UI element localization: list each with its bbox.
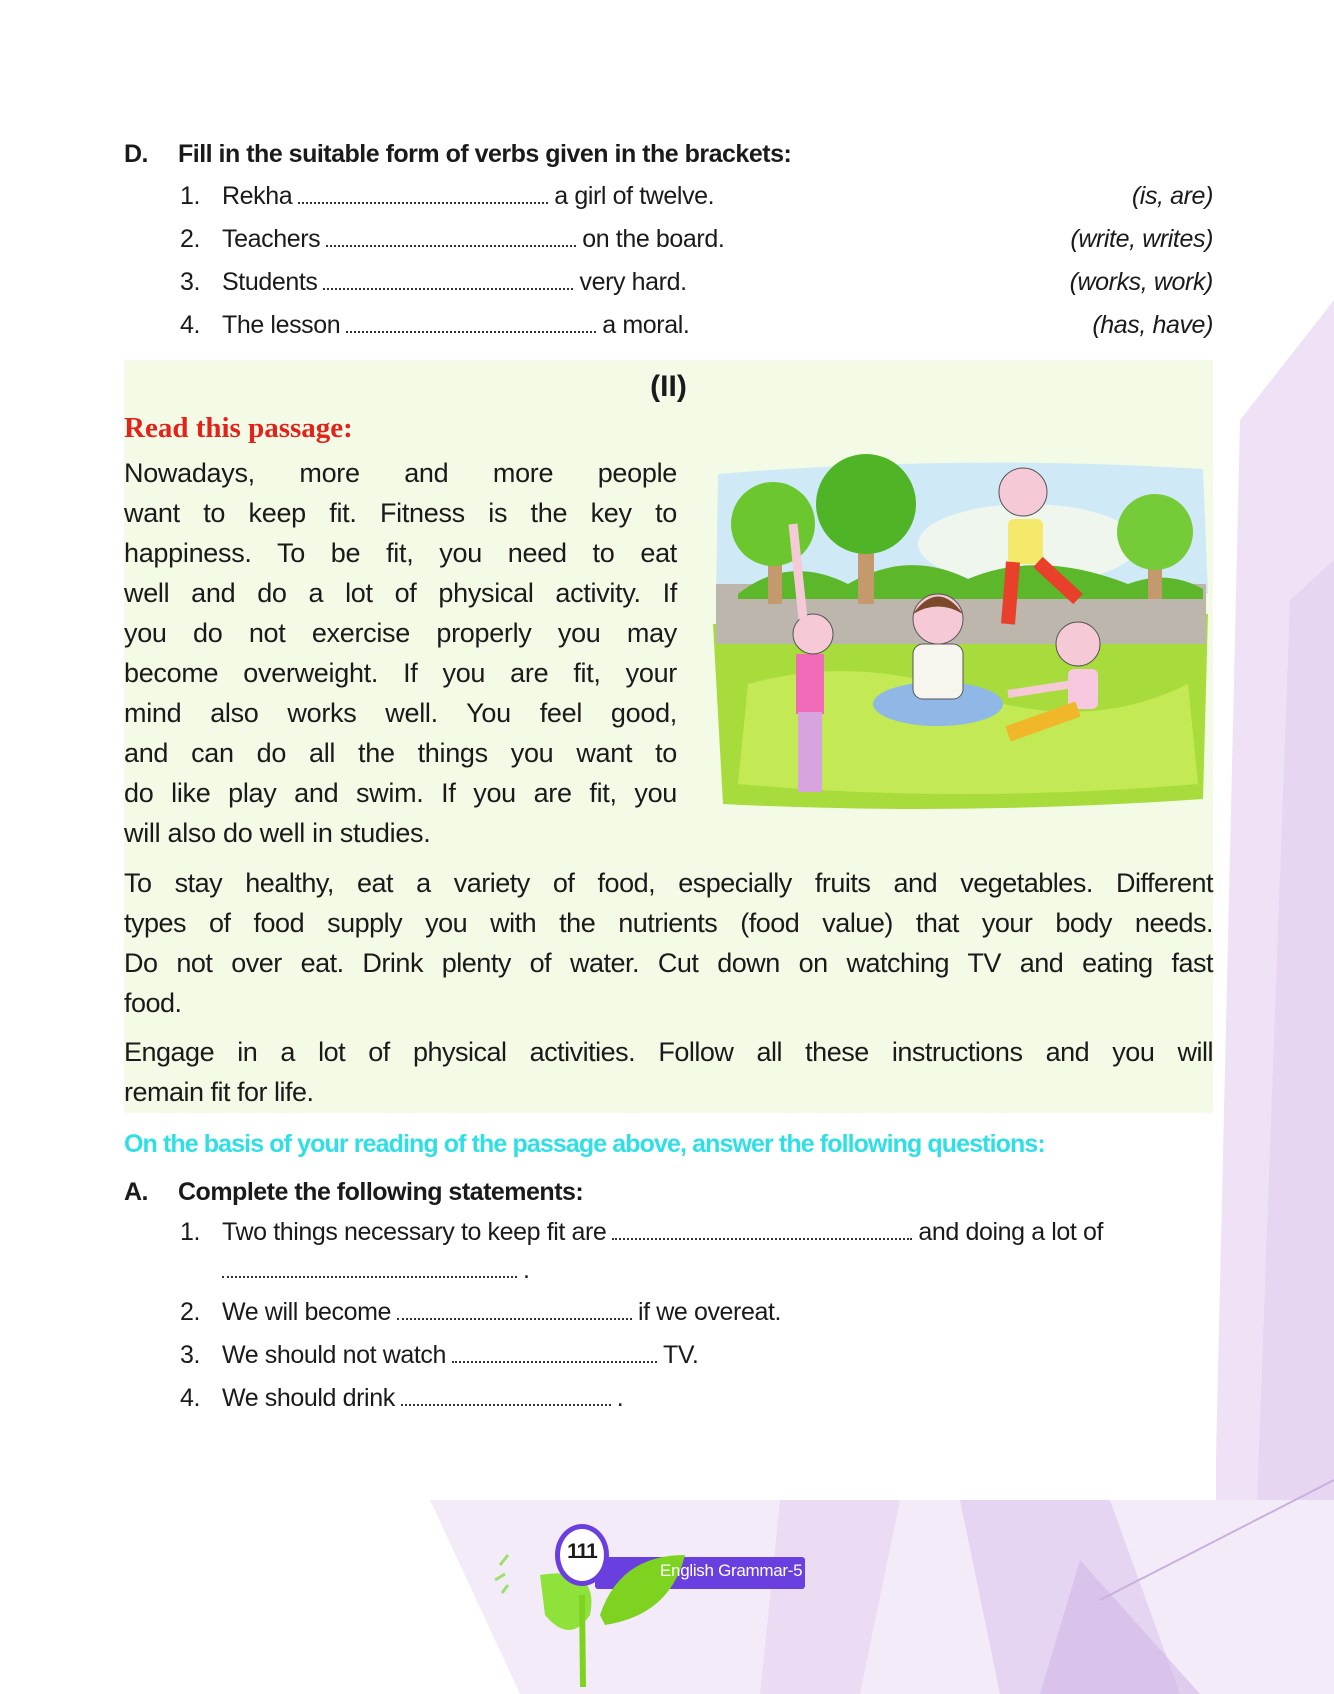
item-number: 4.: [180, 311, 201, 339]
answer-blank[interactable]: [452, 1349, 657, 1363]
item-number: 1.: [180, 1218, 201, 1246]
exercise-d-item: [180, 182, 1213, 211]
passage-line: remain fit for life.: [124, 1077, 314, 1107]
exercise-d-item: [180, 268, 1213, 297]
passage-line: food.: [124, 988, 182, 1018]
verb-options: (write, writes): [1070, 225, 1213, 253]
item-text: Students: [222, 268, 318, 296]
exercise-d-heading: [124, 140, 791, 169]
item-number: 3.: [180, 1341, 201, 1369]
answer-blank[interactable]: [222, 1264, 517, 1278]
item-number: 4.: [180, 1384, 201, 1412]
passage-line: want to keep fit. Fitness is the key to: [124, 498, 677, 528]
exercise-a-item: [180, 1298, 1213, 1327]
passage-line: become overweight. If you are fit, your: [124, 658, 677, 688]
item-text: a moral.: [602, 311, 690, 339]
answer-blank[interactable]: [326, 233, 576, 247]
section-number: (II): [650, 370, 687, 403]
passage-line: do like play and swim. If you are fit, you: [124, 778, 677, 808]
exercise-a-item: [180, 1218, 1213, 1247]
verb-options: (is, are): [1131, 182, 1213, 210]
page-number: 111: [567, 1540, 597, 1563]
item-text: The lesson: [222, 311, 341, 339]
exercise-d-item: [180, 311, 1213, 340]
item-text: a girl of twelve.: [554, 182, 715, 210]
item-number: 1.: [180, 182, 201, 210]
item-text: TV.: [663, 1341, 699, 1369]
item-text: Teachers: [222, 225, 321, 253]
passage-line: well and do a lot of physical activity. If: [124, 578, 677, 608]
passage-line: types of food supply you with the nutrients (food value) that your body needs.: [124, 908, 1213, 938]
passage-line: mind also works well. You feel good,: [124, 698, 677, 728]
item-number: 3.: [180, 268, 201, 296]
read-passage-label: Read this passage:: [124, 412, 353, 444]
exercise-a-heading: [124, 1178, 583, 1207]
item-text: if we overeat.: [638, 1298, 782, 1326]
passage-line: To stay healthy, eat a variety of food, especially fruits and vegetables. Different: [124, 868, 1213, 898]
answer-blank[interactable]: [298, 190, 548, 204]
item-text: We should not watch: [222, 1341, 447, 1369]
exercise-d-item: [180, 225, 1213, 254]
item-text: .: [523, 1256, 530, 1284]
answer-blank[interactable]: [346, 319, 596, 333]
page-number-badge: [480, 1515, 840, 1690]
exercise-a-item-continuation: [222, 1256, 1255, 1285]
item-text: Two things necessary to keep fit are: [222, 1218, 607, 1246]
passage-line: Nowadays, more and more people: [124, 458, 677, 488]
exercise-a-item: [180, 1341, 1213, 1370]
questions-intro: On the basis of your reading of the passage above, answer the following questions:: [124, 1130, 1045, 1158]
passage-line: happiness. To be fit, you need to eat: [124, 538, 677, 568]
passage-line: will also do well in studies.: [124, 818, 431, 848]
exercise-a-item: [180, 1384, 1213, 1413]
verb-options: (works, work): [1069, 268, 1213, 296]
answer-blank[interactable]: [323, 276, 573, 290]
passage-line: Engage in a lot of physical activities. Follow all these instructions and you will: [124, 1037, 1213, 1067]
item-text: Rekha: [222, 182, 293, 210]
answer-blank[interactable]: [397, 1306, 632, 1320]
item-text: We should drink: [222, 1384, 395, 1412]
item-number: 2.: [180, 225, 201, 253]
item-text: and doing a lot of: [918, 1218, 1104, 1246]
item-text: .: [616, 1384, 624, 1412]
item-text: very hard.: [579, 268, 687, 296]
item-text: on the board.: [582, 225, 725, 253]
passage-line: you do not exercise properly you may: [124, 618, 677, 648]
passage-line: Do not over eat. Drink plenty of water. Cut down on watching TV and eating fast: [124, 948, 1213, 978]
verb-options: (has, have): [1092, 311, 1213, 339]
book-title: English Grammar-5: [660, 1561, 803, 1580]
children-exercising-illustration: [708, 454, 1213, 816]
exercise-letter: A.: [124, 1178, 148, 1206]
answer-blank[interactable]: [401, 1392, 611, 1406]
passage-line: and can do all the things you want to: [124, 738, 677, 768]
item-text: We will become: [222, 1298, 391, 1326]
item-number: 2.: [180, 1298, 201, 1326]
exercise-instruction: Fill in the suitable form of verbs given in the brackets:: [178, 140, 792, 168]
answer-blank[interactable]: [612, 1226, 912, 1240]
exercise-letter: D.: [124, 140, 148, 168]
exercise-instruction: Complete the following statements:: [178, 1178, 584, 1206]
